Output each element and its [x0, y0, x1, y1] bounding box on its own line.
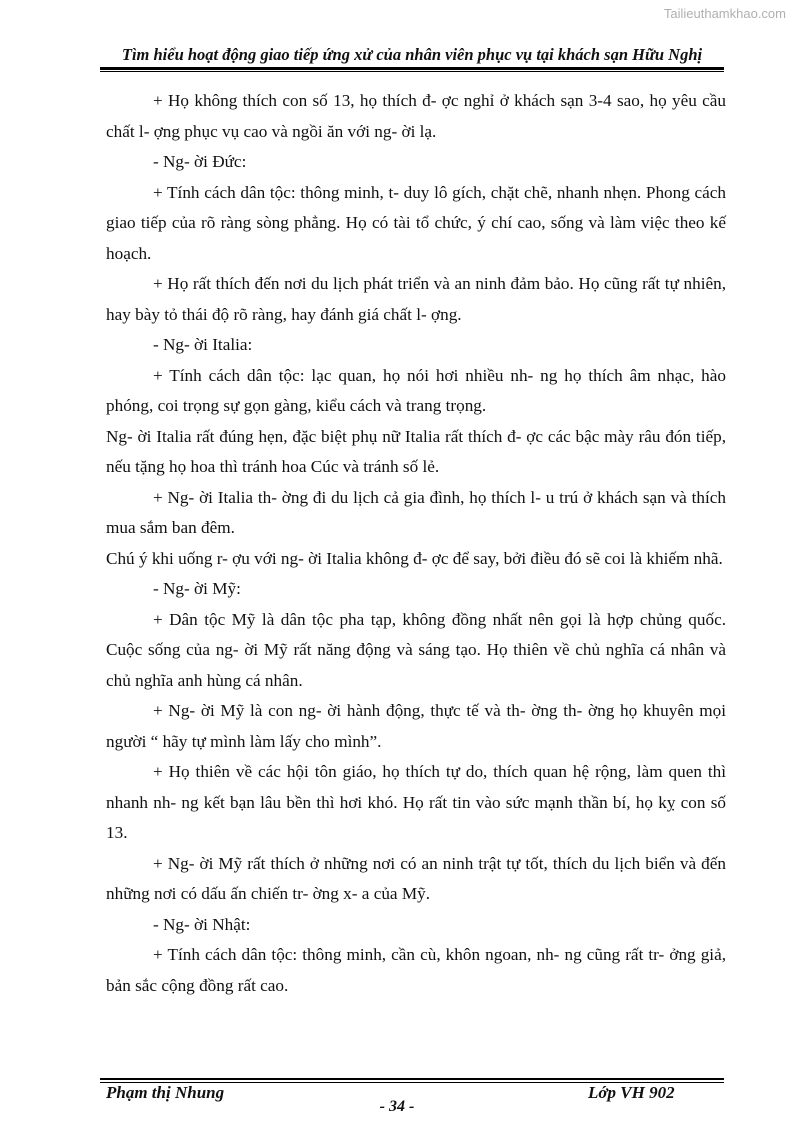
- paragraph: + Tính cách dân tộc: lạc quan, họ nói hơi nhiều nh- ng họ thích âm nhạc, hào phóng, coi trọng sự gọn gàng, kiểu cách và trang trọng.: [106, 365, 726, 415]
- paragraph: + Dân tộc Mỹ là dân tộc pha tạp, không đồng nhất nên gọi là hợp chủng quốc. Cuộc sống của ng- ời Mỹ rất năng động và sáng tạo. Họ thiên về chủ nghĩa cá nhân và chủ nghĩa anh hùng cá nhân.: [106, 609, 726, 690]
- paragraph: + Họ không thích con số 13, họ thích đ- ợc nghỉ ở khách sạn 3-4 sao, họ yêu cầu chất l- ợng phục vụ cao và ngồi ăn với ng- ời lạ.: [106, 91, 726, 141]
- footer-class: Lớp VH 902: [588, 1083, 675, 1102]
- section-heading: - Ng- ời Nhật:: [153, 914, 251, 934]
- paragraph: Ng- ời Italia rất đúng hẹn, đặc biệt phụ nữ Italia rất thích đ- ợc các bậc mày râu đón tiếp, nếu tặng họ hoa thì tránh hoa Cúc và tránh số lẻ.: [106, 426, 726, 476]
- header-title: Tìm hiểu hoạt động giao tiếp ứng xử của nhân viên phục vụ tại khách sạn Hữu Nghị: [121, 45, 703, 64]
- paragraph: Chú ý khi uống r- ợu với ng- ời Italia không đ- ợc để say, bởi điều đó sẽ coi là khiếm nhã.: [106, 548, 723, 568]
- section-heading: - Ng- ời Italia:: [153, 335, 253, 354]
- paragraph: + Họ rất thích đến nơi du lịch phát triển và an ninh đảm bảo. Họ cũng rất tự nhiên, hay bày tỏ thái độ rõ ràng, hay đánh giá chất l- ợng.: [106, 274, 726, 324]
- paragraph: + Ng- ời Mỹ là con ng- ời hành động, thực tế và th- ờng th- ờng họ khuyên mọi người “ hãy tự mình làm lấy cho mình”.: [106, 701, 726, 751]
- section-heading: - Ng- ời Đức:: [153, 152, 247, 171]
- paragraph: + Ng- ời Mỹ rất thích ở những nơi có an ninh trật tự tốt, thích du lịch biển và đến những nơi có dấu ấn chiến tr- ờng x- a của Mỹ.: [106, 853, 726, 903]
- footer-author: Phạm thị Nhung: [106, 1083, 225, 1102]
- section-heading: - Ng- ời Mỹ:: [153, 579, 241, 598]
- document-body: [106, 86, 726, 1001]
- page-number: - 34 -: [379, 1098, 415, 1115]
- paragraph: + Tính cách dân tộc: thông minh, cần cù, khôn ngoan, nh- ng cũng rất tr- ởng giả, bản sắc cộng đồng rất cao.: [106, 945, 726, 995]
- footer-rule: [100, 1078, 724, 1080]
- paragraph: + Ng- ời Italia th- ờng đi du lịch cả gia đình, họ thích l- u trú ở khách sạn và thích mua sắm ban đêm.: [106, 487, 726, 537]
- paragraph: + Tính cách dân tộc: thông minh, t- duy lô gích, chặt chẽ, nhanh nhẹn. Phong cách giao tiếp của rõ ràng sòng phẳng. Họ có tài tổ chức, ý chí cao, sống và làm việc theo kế hoạch.: [106, 182, 726, 263]
- header-rule-thin: [100, 71, 724, 72]
- header-rule: [100, 67, 724, 70]
- paragraph: + Họ thiên về các hội tôn giáo, họ thích tự do, thích quan hệ rộng, làm quen thì nhanh nh- ng kết bạn lâu bền thì hơi khó. Họ rất tin vào sức mạnh thần bí, họ kỵ con số 13.: [106, 762, 726, 842]
- watermark: Tailieuthamkhao.com: [663, 6, 786, 21]
